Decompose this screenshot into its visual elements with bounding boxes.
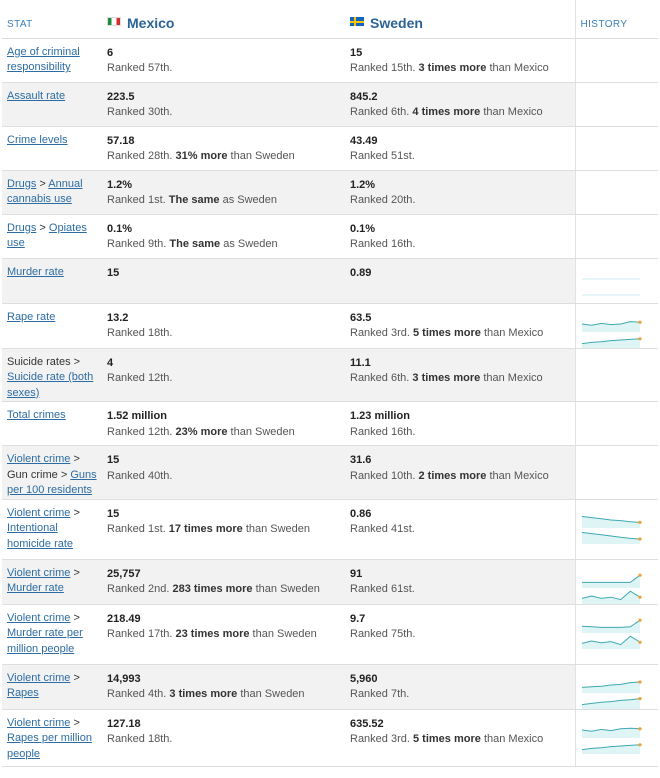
stat-name-cell bbox=[2, 348, 102, 402]
value-cell-mexico bbox=[102, 82, 345, 126]
rank-text bbox=[350, 732, 571, 748]
country-a-name: Mexico bbox=[127, 14, 175, 31]
history-cell bbox=[575, 709, 658, 766]
value-cell-mexico bbox=[102, 709, 345, 766]
rank-label: Ranked 12th. bbox=[107, 425, 173, 438]
stat-link[interactable]: Drugs bbox=[7, 177, 37, 190]
comparison-tail: as Sweden bbox=[223, 238, 278, 250]
rank-label: Ranked 18th. bbox=[107, 327, 173, 339]
comparison-tail: than Sweden bbox=[252, 628, 317, 640]
value-cell-sweden bbox=[345, 82, 575, 126]
value-cell-mexico bbox=[102, 664, 345, 709]
sparkline-area bbox=[582, 321, 640, 331]
rank-text bbox=[107, 425, 341, 441]
history-cell bbox=[575, 348, 658, 402]
stat-link[interactable]: Violent crime bbox=[7, 453, 71, 465]
rank-label: Ranked 2nd. bbox=[107, 583, 170, 595]
history-cell bbox=[575, 214, 658, 258]
value-cell-sweden bbox=[345, 499, 575, 559]
stat-link[interactable]: Murder rate bbox=[7, 265, 64, 278]
rank-label: Ranked 9th. bbox=[107, 238, 167, 250]
rank-label: Ranked 75th. bbox=[350, 628, 416, 640]
sparkline-line bbox=[582, 575, 640, 582]
stat-value: 15 bbox=[107, 507, 120, 520]
value-cell-sweden bbox=[345, 402, 575, 446]
value-cell-mexico bbox=[102, 38, 345, 82]
stat-value: 0.1% bbox=[350, 222, 376, 235]
table-header bbox=[2, 0, 658, 38]
history-column-header: HISTORY bbox=[575, 0, 658, 38]
value-cell-sweden bbox=[345, 214, 575, 258]
stat-value: 218.49 bbox=[107, 612, 141, 625]
rank-label: Ranked 3rd. bbox=[350, 733, 410, 745]
stat-value: 1.2% bbox=[350, 178, 376, 191]
comparison-tail: than Mexico bbox=[483, 372, 543, 384]
sparkline-sweden bbox=[580, 738, 642, 754]
comparison-highlight: 5 times more bbox=[413, 733, 481, 745]
value-cell-sweden bbox=[345, 664, 575, 709]
stat-link[interactable]: Suicide rate (both sexes) bbox=[7, 371, 94, 399]
rank-label: Ranked 16th. bbox=[350, 238, 416, 250]
sweden-flag-icon bbox=[350, 17, 364, 26]
stat-value: 1.52 million bbox=[107, 410, 167, 422]
history-cell bbox=[575, 604, 658, 664]
stat-link[interactable]: Assault rate bbox=[7, 89, 66, 102]
stat-value: 15 bbox=[107, 266, 120, 279]
sparkline-area bbox=[582, 682, 640, 693]
sparkline-mexico bbox=[580, 572, 642, 588]
comparison-highlight: 4 times more bbox=[412, 106, 481, 118]
sparkline-line bbox=[582, 620, 640, 627]
stat-name-cell bbox=[2, 303, 102, 348]
rank-label: Ranked 6th. bbox=[350, 106, 410, 118]
rank-text bbox=[107, 326, 341, 342]
rank-label: Ranked 15th. bbox=[350, 62, 416, 74]
stat-name-cell bbox=[2, 38, 102, 82]
rank-label: Ranked 10th. bbox=[350, 469, 416, 482]
breadcrumb-separator: > bbox=[73, 671, 80, 684]
breadcrumb-separator: > bbox=[73, 355, 81, 368]
comparison-tail: than Mexico bbox=[483, 106, 543, 118]
stat-name-cell bbox=[2, 170, 102, 214]
stat-link[interactable]: Violent crime bbox=[7, 566, 71, 579]
rank-text bbox=[350, 193, 571, 209]
stat-link[interactable]: Intentional homicide rate bbox=[7, 522, 74, 550]
rank-label: Ranked 16th. bbox=[350, 425, 416, 438]
stat-value: 4 bbox=[107, 356, 114, 369]
stat-name-cell bbox=[2, 499, 102, 559]
table-row bbox=[2, 82, 658, 126]
sparkline-sweden bbox=[580, 693, 642, 709]
history-sparklines[interactable] bbox=[576, 316, 659, 348]
rank-label: Ranked 41st. bbox=[350, 523, 415, 535]
history-cell bbox=[575, 258, 658, 303]
stat-link[interactable]: Crime levels bbox=[7, 133, 68, 146]
comparison-tail: than Sweden bbox=[230, 425, 295, 438]
history-sparklines[interactable] bbox=[576, 572, 659, 604]
history-sparklines[interactable] bbox=[576, 271, 659, 303]
rank-label: Ranked 6th. bbox=[350, 372, 410, 384]
stat-name-cell bbox=[2, 709, 102, 766]
stat-value: 13.2 bbox=[107, 311, 129, 324]
rank-text bbox=[350, 371, 571, 387]
rank-text bbox=[107, 582, 341, 598]
sparkline-sweden bbox=[580, 287, 642, 303]
value-cell-mexico bbox=[102, 559, 345, 604]
stat-link[interactable]: Violent crime bbox=[7, 506, 71, 519]
value-cell-sweden bbox=[345, 303, 575, 348]
sparkline-sweden bbox=[580, 332, 642, 348]
stat-value: 0.89 bbox=[350, 266, 372, 279]
country-a-header[interactable] bbox=[102, 0, 345, 38]
sparkline-end-point bbox=[638, 727, 641, 730]
history-cell bbox=[575, 170, 658, 214]
rank-label: Ranked 30th. bbox=[107, 106, 173, 118]
country-b-header[interactable] bbox=[345, 0, 575, 38]
comparison-tail: than Mexico bbox=[489, 62, 549, 74]
comparison-highlight: 283 times more bbox=[172, 583, 253, 595]
comparison-highlight: 17 times more bbox=[168, 523, 243, 535]
rank-label: Ranked 1st. bbox=[107, 523, 166, 535]
history-sparklines[interactable] bbox=[576, 512, 659, 544]
stat-name-cell bbox=[2, 214, 102, 258]
sparkline-end-point bbox=[638, 697, 641, 700]
history-cell bbox=[575, 664, 658, 709]
stat-name-cell bbox=[2, 446, 102, 500]
stat-link[interactable]: Guns per 100 residents bbox=[7, 468, 97, 496]
rank-text bbox=[107, 371, 341, 387]
value-cell-mexico bbox=[102, 348, 345, 402]
value-cell-mexico bbox=[102, 499, 345, 559]
table-row bbox=[2, 499, 658, 559]
stat-value: 25,757 bbox=[107, 567, 141, 580]
sparkline-sweden bbox=[580, 588, 642, 604]
rank-label: Ranked 40th. bbox=[107, 469, 173, 482]
history-cell bbox=[575, 38, 658, 82]
sparkline-mexico bbox=[580, 722, 642, 738]
history-sparklines[interactable] bbox=[576, 677, 659, 709]
stat-value: 57.18 bbox=[107, 134, 135, 147]
sparkline-end-point bbox=[638, 337, 641, 340]
table-row bbox=[2, 664, 658, 709]
stat-category-label: Gun crime bbox=[7, 468, 58, 481]
table-row bbox=[2, 170, 658, 214]
sparkline-end-point bbox=[638, 680, 641, 683]
rank-label: Ranked 3rd. bbox=[350, 327, 410, 339]
rank-label: Ranked 51st. bbox=[350, 150, 415, 162]
stat-link[interactable]: Age of criminal responsibility bbox=[7, 45, 80, 73]
stat-link[interactable]: Total crimes bbox=[7, 409, 66, 421]
comparison-highlight: 3 times more bbox=[418, 62, 487, 74]
sparkline-area bbox=[582, 728, 640, 738]
stat-category-label: Suicide rates bbox=[7, 355, 71, 368]
table-row bbox=[2, 709, 658, 766]
stat-link[interactable]: Rapes bbox=[7, 687, 39, 699]
table-row bbox=[2, 126, 658, 170]
value-cell-mexico bbox=[102, 170, 345, 214]
history-cell bbox=[575, 559, 658, 604]
table-row bbox=[2, 258, 658, 303]
sparkline-sweden bbox=[580, 528, 642, 544]
rank-text bbox=[350, 469, 571, 485]
value-cell-sweden bbox=[345, 446, 575, 500]
rank-text bbox=[350, 582, 571, 598]
value-cell-mexico bbox=[102, 258, 345, 303]
rank-label: Ranked 7th. bbox=[350, 688, 410, 700]
rank-text bbox=[107, 149, 341, 165]
stat-value: 15 bbox=[350, 46, 363, 59]
stat-value: 15 bbox=[107, 454, 120, 466]
stat-value: 63.5 bbox=[350, 311, 372, 324]
comparison-highlight: The same bbox=[169, 238, 221, 250]
history-cell bbox=[575, 126, 658, 170]
rank-label: Ranked 28th. bbox=[107, 150, 173, 162]
table-row bbox=[2, 348, 658, 402]
stat-value: 0.1% bbox=[107, 222, 133, 235]
stat-link[interactable]: Rape rate bbox=[7, 310, 56, 323]
comparison-highlight: 3 times more bbox=[412, 372, 481, 384]
comparison-tail: than Mexico bbox=[489, 469, 549, 482]
rank-text bbox=[350, 326, 571, 342]
rank-label: Ranked 17th. bbox=[107, 628, 173, 640]
comparison-highlight: 5 times more bbox=[413, 327, 481, 339]
table-row bbox=[2, 604, 658, 664]
stat-link[interactable]: Opiates use bbox=[7, 221, 87, 249]
history-cell bbox=[575, 446, 658, 500]
rank-label: Ranked 12th. bbox=[107, 372, 173, 384]
rank-label: Ranked 61st. bbox=[350, 583, 415, 595]
rank-text bbox=[350, 522, 571, 538]
stat-value: 0.86 bbox=[350, 507, 372, 520]
rank-text bbox=[107, 732, 341, 748]
breadcrumb-separator: > bbox=[73, 611, 80, 624]
breadcrumb-separator: > bbox=[39, 177, 46, 190]
value-cell-mexico bbox=[102, 446, 345, 500]
rank-text bbox=[107, 687, 341, 703]
value-cell-mexico bbox=[102, 214, 345, 258]
value-cell-sweden bbox=[345, 559, 575, 604]
stat-value: 223.5 bbox=[107, 90, 135, 103]
rank-label: Ranked 18th. bbox=[107, 733, 173, 745]
stat-value: 9.7 bbox=[350, 612, 366, 625]
comparison-highlight: 2 times more bbox=[418, 469, 487, 482]
stat-name-cell bbox=[2, 604, 102, 664]
comparison-tail: than Mexico bbox=[483, 733, 544, 745]
rank-text bbox=[107, 61, 341, 77]
history-cell bbox=[575, 303, 658, 348]
comparison-tail: than Sweden bbox=[245, 523, 311, 535]
comparison-highlight: 23 times more bbox=[175, 628, 250, 640]
comparison-tail: than Sweden bbox=[240, 688, 305, 700]
country-b-name: Sweden bbox=[370, 14, 423, 31]
sparkline-end-point bbox=[638, 743, 641, 746]
stat-value: 1.23 million bbox=[350, 410, 410, 422]
stat-name-cell bbox=[2, 258, 102, 303]
comparison-tail: than Mexico bbox=[483, 327, 544, 339]
rank-text bbox=[107, 469, 341, 485]
value-cell-mexico bbox=[102, 303, 345, 348]
value-cell-mexico bbox=[102, 604, 345, 664]
stat-value: 43.49 bbox=[350, 134, 378, 147]
table-row bbox=[2, 303, 658, 348]
rank-text bbox=[350, 237, 571, 253]
sparkline-end-point bbox=[638, 320, 641, 323]
sparkline-end-point bbox=[638, 520, 641, 523]
rank-text bbox=[350, 425, 571, 441]
stat-name-cell bbox=[2, 559, 102, 604]
comparison-table bbox=[2, 0, 658, 767]
stat-value: 6 bbox=[107, 46, 114, 59]
rank-text bbox=[350, 149, 571, 165]
table-row bbox=[2, 446, 658, 500]
sparkline-end-point bbox=[638, 640, 641, 643]
rank-label: Ranked 1st. bbox=[107, 194, 166, 206]
rank-text bbox=[107, 237, 341, 253]
stat-value: 91 bbox=[350, 567, 363, 580]
comparison-tail: as Sweden bbox=[222, 194, 278, 206]
sparkline-mexico bbox=[580, 512, 642, 528]
stat-column-header: STAT bbox=[7, 19, 33, 30]
stat-link[interactable]: Violent crime bbox=[7, 671, 71, 684]
value-cell-sweden bbox=[345, 38, 575, 82]
breadcrumb-separator: > bbox=[73, 716, 80, 729]
table-row bbox=[2, 214, 658, 258]
comparison-tail: than Sweden bbox=[255, 583, 320, 595]
stat-link[interactable]: Violent crime bbox=[7, 611, 71, 624]
rank-label: Ranked 57th. bbox=[107, 62, 173, 74]
breadcrumb-separator: > bbox=[39, 221, 46, 234]
stat-name-cell bbox=[2, 126, 102, 170]
comparison-highlight: The same bbox=[168, 194, 220, 206]
rank-label: Ranked 4th. bbox=[107, 688, 167, 700]
value-cell-sweden bbox=[345, 709, 575, 766]
stat-value: 14,993 bbox=[107, 672, 141, 685]
stat-name-cell bbox=[2, 664, 102, 709]
comparison-highlight: 3 times more bbox=[169, 688, 238, 700]
breadcrumb-separator: > bbox=[73, 453, 80, 465]
rank-label: Ranked 20th. bbox=[350, 194, 416, 206]
history-cell bbox=[575, 499, 658, 559]
stat-value: 845.2 bbox=[350, 90, 378, 103]
history-cell bbox=[575, 82, 658, 126]
rank-text bbox=[350, 687, 571, 703]
stat-link[interactable]: Murder rate bbox=[7, 582, 64, 594]
table-row bbox=[2, 38, 658, 82]
sparkline-end-point bbox=[638, 537, 641, 540]
value-cell-sweden bbox=[345, 604, 575, 664]
mexico-flag-icon bbox=[107, 17, 121, 26]
stat-value: 1.2% bbox=[107, 178, 133, 191]
history-sparklines[interactable] bbox=[576, 617, 659, 649]
stat-value: 31.6 bbox=[350, 454, 372, 466]
value-cell-sweden bbox=[345, 170, 575, 214]
stat-name-cell bbox=[2, 402, 102, 446]
table-row bbox=[2, 559, 658, 604]
stat-link[interactable]: Drugs bbox=[7, 221, 37, 234]
breadcrumb-separator: > bbox=[73, 506, 80, 519]
rank-text bbox=[107, 193, 341, 209]
sparkline-end-point bbox=[638, 618, 641, 621]
table-row bbox=[2, 402, 658, 446]
value-cell-sweden bbox=[345, 348, 575, 402]
sparkline-end-point bbox=[638, 595, 641, 598]
sparkline-mexico bbox=[580, 271, 642, 287]
stat-link[interactable]: Annual cannabis use bbox=[7, 177, 83, 205]
history-cell bbox=[575, 402, 658, 446]
sparkline-mexico bbox=[580, 677, 642, 693]
breadcrumb-separator: > bbox=[73, 566, 80, 579]
comparison-tail: than Sweden bbox=[230, 150, 295, 162]
comparison-highlight: 23% more bbox=[175, 425, 228, 438]
value-cell-sweden bbox=[345, 126, 575, 170]
value-cell-sweden bbox=[345, 258, 575, 303]
stat-value: 127.18 bbox=[107, 717, 141, 730]
history-sparklines[interactable] bbox=[576, 722, 659, 754]
stat-value: 5,960 bbox=[350, 672, 378, 685]
stat-value: 11.1 bbox=[350, 356, 371, 369]
stat-link[interactable]: Murder rate per million people bbox=[7, 627, 83, 655]
stat-value: 635.52 bbox=[350, 717, 384, 730]
sparkline-end-point bbox=[638, 573, 641, 576]
sparkline-area bbox=[582, 636, 640, 649]
rank-text bbox=[350, 627, 571, 643]
stat-link[interactable]: Violent crime bbox=[7, 716, 71, 729]
value-cell-mexico bbox=[102, 126, 345, 170]
stat-name-cell bbox=[2, 82, 102, 126]
rank-text bbox=[107, 627, 341, 643]
sparkline-mexico bbox=[580, 617, 642, 633]
rank-text bbox=[350, 105, 571, 121]
value-cell-mexico bbox=[102, 402, 345, 446]
rank-text bbox=[107, 522, 341, 538]
rank-text bbox=[107, 105, 341, 121]
sparkline-mexico bbox=[580, 316, 642, 332]
sparkline-sweden bbox=[580, 633, 642, 649]
comparison-highlight: 31% more bbox=[175, 150, 228, 162]
breadcrumb-separator: > bbox=[60, 468, 68, 481]
rank-text bbox=[350, 61, 571, 77]
stat-link[interactable]: Rapes per million people bbox=[7, 732, 92, 760]
